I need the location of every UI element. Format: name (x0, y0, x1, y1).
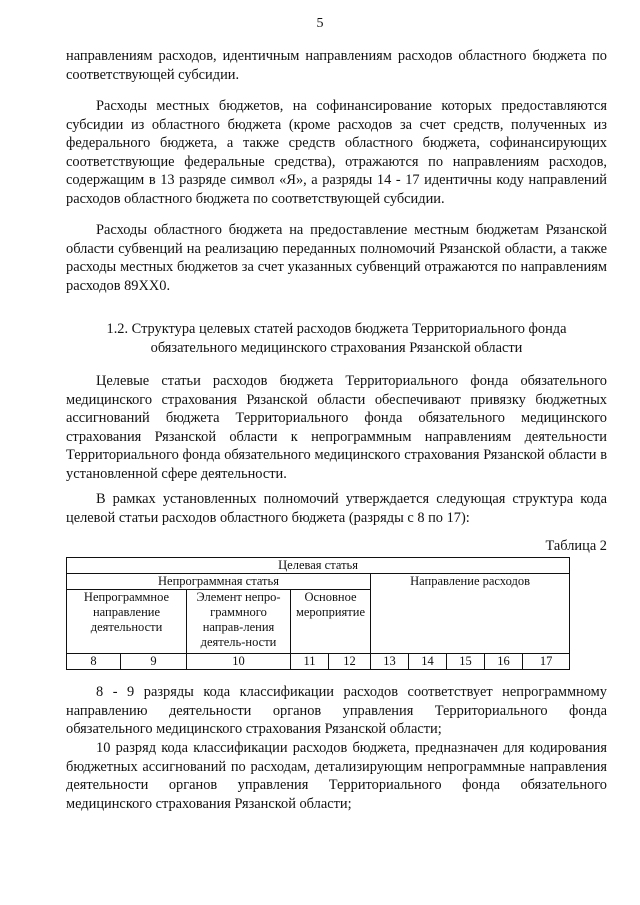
paragraph-target-articles: Целевые статьи расходов бюджета Территориального фонда обязательного медицинского страхования Рязанской области обеспечивают привязку бюджетных ассигнований бюджета Территориального фонда обязательного медицинского страхования Рязанской области к непрограммным направлениям деятельности Территориального фонда обязательного медицинского страхования Рязанской области в установленной сфере деятельности. (66, 373, 607, 482)
header-direction: Направление расходов (371, 574, 570, 654)
header-element: Элемент непро-граммного направ-ления деятель-ности (187, 590, 291, 654)
digit-cell: 16 (485, 654, 523, 670)
digit-cell: 8 (67, 654, 121, 670)
paragraph-digit-10: 10 разряд кода классификации расходов бюджета, предназначен для кодирования бюджетных ассигнований по расходам, детализирующим непрограммные направления деятельности органов управления Территориального фонда обязательного медицинского страхования Рязанской области; (66, 740, 607, 812)
digit-cell: 14 (409, 654, 447, 670)
header-target-article: Целевая статья (67, 558, 570, 574)
digit-cell: 17 (523, 654, 570, 670)
digit-cell: 10 (187, 654, 291, 670)
code-structure-table (66, 557, 570, 670)
digit-cell: 13 (371, 654, 409, 670)
section-heading (66, 320, 607, 357)
heading-line-1: 1.2. Структура целевых статей расходов бюджета Территориального фонда (106, 321, 567, 337)
page-number: 5 (316, 16, 324, 31)
table-caption: Таблица 2 (545, 538, 607, 554)
header-nonprogram-article: Непрограммная статья (67, 574, 371, 590)
paragraph-local-budgets: Расходы местных бюджетов, на софинансирование которых предоставляются субсидии из областного бюджета (кроме расходов за счет средств, полученных из федерального бюджета, а также средств областного бюджета, софинансирующих соответствующие федеральные средства), отражаются по направлениям расходов, содержащим в 13 разряде символ «Я», а разряды 14 - 17 идентичны коду направлений расходов областного бюджета по соответствующей субсидии. (66, 98, 607, 207)
digit-cell: 9 (121, 654, 187, 670)
header-main-measure: Основное мероприятие (291, 590, 371, 654)
paragraph-structure-intro: В рамках установленных полномочий утверждается следующая структура кода целевой статьи расходов областного бюджета (разряды с 8 по 17): (66, 491, 607, 526)
digit-cell: 15 (447, 654, 485, 670)
heading-line-2: обязательного медицинского страхования Рязанской области (150, 339, 523, 356)
paragraph-continuation: направлениям расходов, идентичным направлениям расходов областного бюджета по соответствующей субсидии. (66, 48, 607, 83)
digit-cell: 11 (291, 654, 329, 670)
paragraph-subventions: Расходы областного бюджета на предоставление местным бюджетам Рязанской области субвенций на реализацию переданных полномочий Рязанской области, а также расходы местных бюджетов за счет указанных субвенций отражаются по направлениям расходов 89ХХ0. (66, 222, 607, 294)
header-nonprogram-direction: Непрограммное направление деятельности (67, 590, 187, 654)
paragraph-digits-8-9: 8 - 9 разряды кода классификации расходов соответствует непрограммному направлению деятельности органов управления Территориального фонда обязательного медицинского страхования Рязанской области; (66, 684, 607, 738)
digit-cell: 12 (329, 654, 371, 670)
